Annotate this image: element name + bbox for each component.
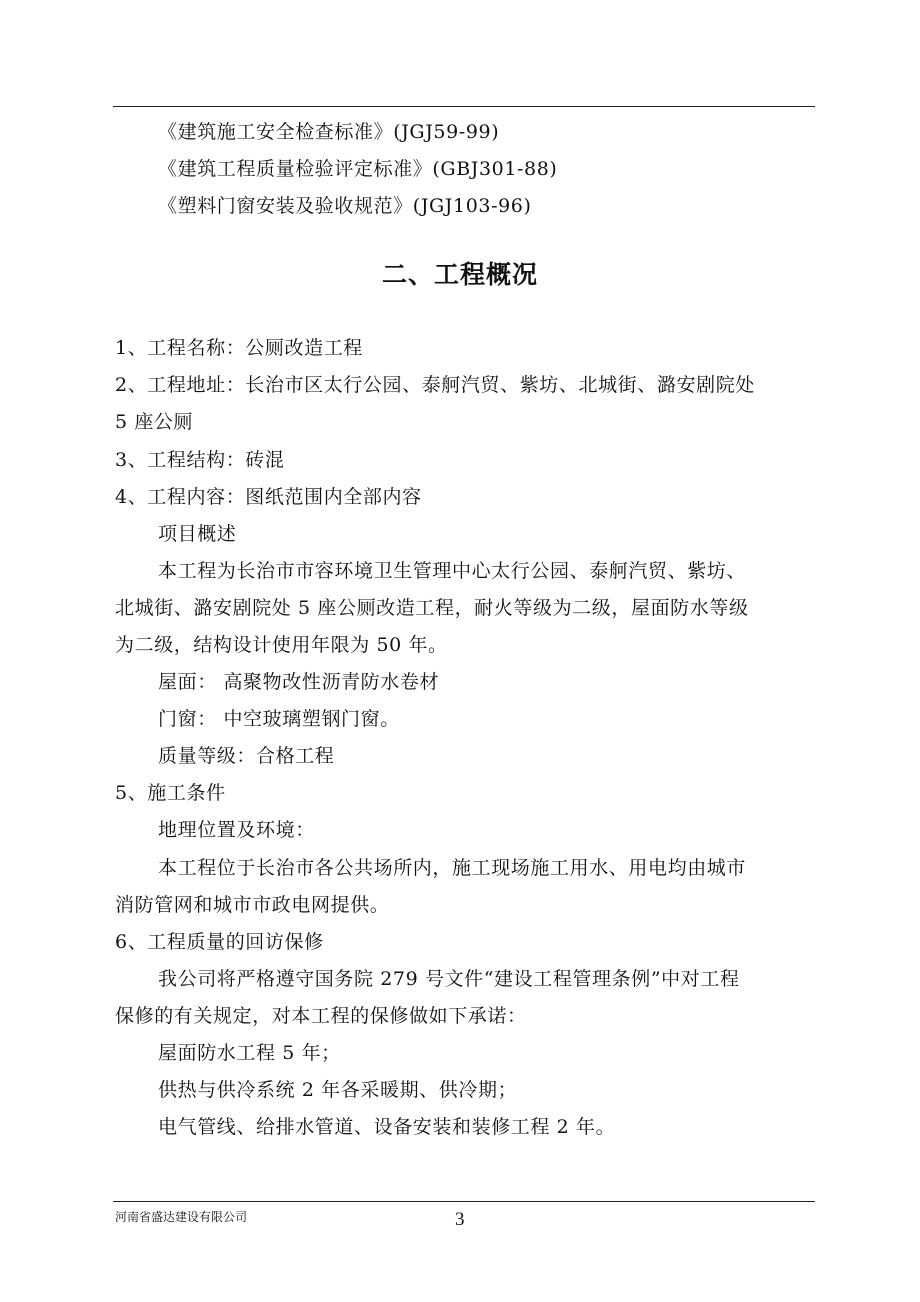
construction-conditions-heading: 5、施工条件 xyxy=(115,782,226,804)
location-paragraph-line: 本工程位于长治市各公共场所内，施工现场施工用水、用电均由城市 xyxy=(158,857,747,879)
standard-reference: 《建筑施工安全检查标准》(JGJ59-99) xyxy=(158,121,500,143)
project-address-continued: 5 座公厕 xyxy=(115,411,194,433)
overview-paragraph-line: 北城街、潞安剧院处 5 座公厕改造工程，耐火等级为二级，屋面防水等级 xyxy=(115,597,749,619)
window-spec-line: 门窗： 中空玻璃塑钢门窗。 xyxy=(158,708,400,730)
warranty-heading: 6、工程质量的回访保修 xyxy=(115,931,324,953)
warranty-item: 屋面防水工程 5 年； xyxy=(158,1042,341,1064)
page-number: 3 xyxy=(455,1209,465,1230)
footer-rule xyxy=(113,1201,815,1202)
warranty-paragraph-line: 我公司将严格遵守国务院 279 号文件“建设工程管理条例”中对工程 xyxy=(158,968,740,990)
project-content-line: 4、工程内容：图纸范围内全部内容 xyxy=(115,486,422,508)
location-heading: 地理位置及环境： xyxy=(158,819,315,841)
section-title: 二、工程概况 xyxy=(381,260,538,289)
project-structure-line: 3、工程结构：砖混 xyxy=(115,449,285,471)
header-rule xyxy=(113,106,815,107)
warranty-item: 电气管线、给排水管道、设备安装和装修工程 2 年。 xyxy=(158,1116,616,1138)
footer-company: 河南省盛达建设有限公司 xyxy=(115,1210,248,1224)
overview-heading: 项目概述 xyxy=(158,523,237,545)
overview-paragraph-line: 为二级，结构设计使用年限为 50 年。 xyxy=(115,634,448,656)
standard-reference: 《建筑工程质量检验评定标准》(GBJ301-88) xyxy=(158,158,558,180)
project-name-line: 1、工程名称：公厕改造工程 xyxy=(115,337,363,359)
project-address-line: 2、工程地址：长治市区太行公园、泰舸汽贸、紫坊、北城街、潞安剧院处 xyxy=(115,374,755,396)
standard-reference: 《塑料门窗安装及验收规范》(JGJ103-96) xyxy=(158,195,532,217)
warranty-paragraph-line: 保修的有关规定，对本工程的保修做如下承诺： xyxy=(115,1005,527,1027)
overview-paragraph-line: 本工程为长治市市容环境卫生管理中心太行公园、泰舸汽贸、紫坊、 xyxy=(158,560,747,582)
warranty-item: 供热与供冷系统 2 年各采暖期、供冷期； xyxy=(158,1079,518,1101)
roof-spec-line: 屋面： 高聚物改性沥青防水卷材 xyxy=(158,671,440,693)
quality-grade-line: 质量等级：合格工程 xyxy=(158,745,335,767)
location-paragraph-line: 消防管网和城市市政电网提供。 xyxy=(115,894,390,916)
